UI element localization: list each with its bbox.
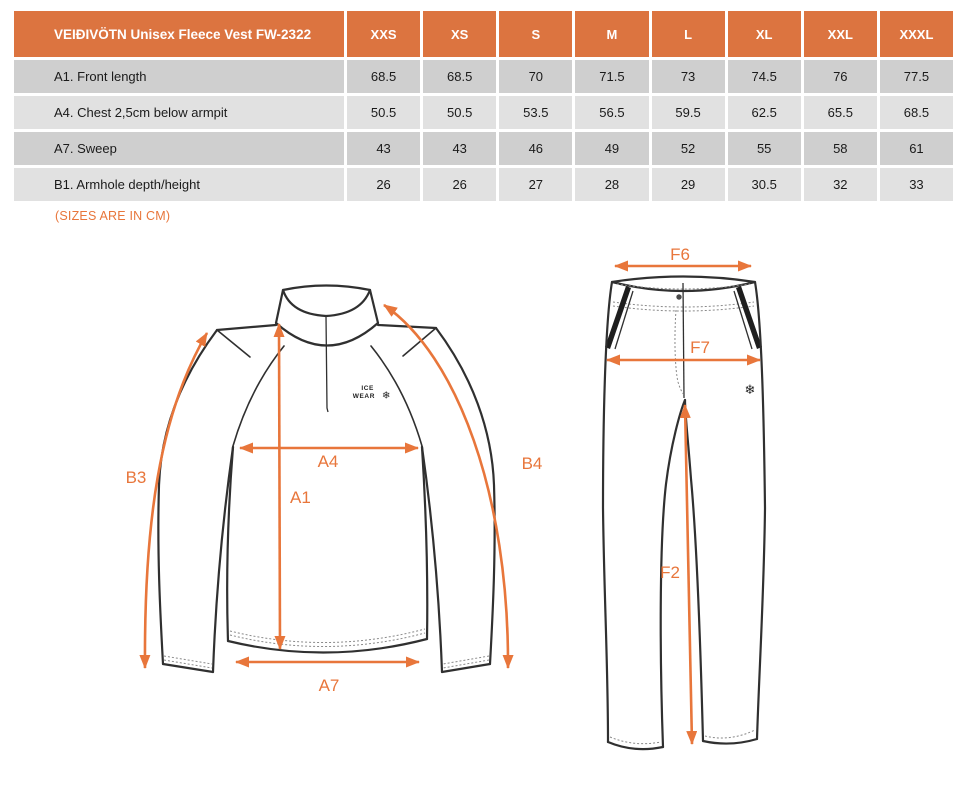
value-cell: 30.5 xyxy=(728,168,801,201)
value-cell: 70 xyxy=(499,60,572,93)
value-cell: 58 xyxy=(804,132,877,165)
label-b3: B3 xyxy=(125,468,147,487)
label-b4: B4 xyxy=(521,454,543,473)
size-header-m: M xyxy=(575,11,648,57)
value-cell: 52 xyxy=(652,132,725,165)
row-label-chest: A4. Chest 2,5cm below armpit xyxy=(14,96,344,129)
value-cell: 65.5 xyxy=(804,96,877,129)
value-cell: 29 xyxy=(652,168,725,201)
value-cell: 56.5 xyxy=(575,96,648,129)
value-cell: 27 xyxy=(499,168,572,201)
value-cell: 73 xyxy=(652,60,725,93)
label-a4: A4 xyxy=(317,452,339,471)
value-cell: 46 xyxy=(499,132,572,165)
label-f2: F2 xyxy=(660,563,680,582)
shirt-measurement-diagram xyxy=(105,250,565,710)
value-cell: 50.5 xyxy=(423,96,496,129)
shirt-measurement-arrows xyxy=(126,305,543,695)
pants-measurement-diagram xyxy=(592,244,777,764)
sizes-unit-note: (SIZES ARE IN CM) xyxy=(55,209,171,223)
size-header-s: S xyxy=(499,11,572,57)
pants-outline xyxy=(603,277,765,750)
icewear-logo xyxy=(353,385,391,402)
pants-snowflake-icon: ❄ xyxy=(744,383,756,398)
leg-left-outer xyxy=(603,282,612,742)
value-cell: 68.5 xyxy=(347,60,420,93)
value-cell: 68.5 xyxy=(880,96,953,129)
arrow-a1 xyxy=(279,324,280,649)
label-a7: A7 xyxy=(318,676,340,695)
row-label-front-length: A1. Front length xyxy=(14,60,344,93)
value-cell: 61 xyxy=(880,132,953,165)
size-header-l: L xyxy=(652,11,725,57)
row-label-sweep: A7. Sweep xyxy=(14,132,344,165)
svg-text:ICE: ICE xyxy=(361,385,374,392)
value-cell: 77.5 xyxy=(880,60,953,93)
logo-snowflake-icon: ❄ xyxy=(382,390,391,402)
arrow-b3 xyxy=(145,333,207,668)
size-header-xl: XL xyxy=(728,11,801,57)
value-cell: 50.5 xyxy=(347,96,420,129)
table-title: VEIÐIVÖTN Unisex Fleece Vest FW-2322 xyxy=(14,11,344,57)
arrow-b4 xyxy=(384,305,508,668)
value-cell: 62.5 xyxy=(728,96,801,129)
label-f7: F7 xyxy=(690,338,710,357)
size-header-xxxl: XXXL xyxy=(880,11,953,57)
value-cell: 43 xyxy=(423,132,496,165)
center-front-seam xyxy=(683,283,684,398)
value-cell: 59.5 xyxy=(652,96,725,129)
raglan-seam-right xyxy=(371,346,422,446)
size-table xyxy=(14,11,953,201)
zipper-line xyxy=(326,316,328,412)
value-cell: 28 xyxy=(575,168,648,201)
label-f6: F6 xyxy=(670,245,690,264)
label-a1: A1 xyxy=(290,488,311,507)
value-cell: 43 xyxy=(347,132,420,165)
size-header-xxs: XXS xyxy=(347,11,420,57)
sleeve-left-outer xyxy=(158,330,217,664)
size-header-xs: XS xyxy=(423,11,496,57)
waist-button xyxy=(676,294,681,299)
size-header-xxl: XXL xyxy=(804,11,877,57)
value-cell: 68.5 xyxy=(423,60,496,93)
shirt-outline xyxy=(158,286,494,673)
leg-right-outer xyxy=(755,282,765,739)
value-cell: 32 xyxy=(804,168,877,201)
value-cell: 55 xyxy=(728,132,801,165)
value-cell: 53.5 xyxy=(499,96,572,129)
value-cell: 26 xyxy=(347,168,420,201)
sleeve-right-outer xyxy=(436,328,495,664)
value-cell: 49 xyxy=(575,132,648,165)
value-cell: 74.5 xyxy=(728,60,801,93)
value-cell: 76 xyxy=(804,60,877,93)
svg-text:WEAR: WEAR xyxy=(352,393,375,400)
raglan-seam-left xyxy=(233,346,284,446)
value-cell: 26 xyxy=(423,168,496,201)
value-cell: 33 xyxy=(880,168,953,201)
value-cell: 71.5 xyxy=(575,60,648,93)
leg-right-hem xyxy=(703,739,757,744)
collar-inside xyxy=(283,286,370,317)
row-label-armhole: B1. Armhole depth/height xyxy=(14,168,344,201)
